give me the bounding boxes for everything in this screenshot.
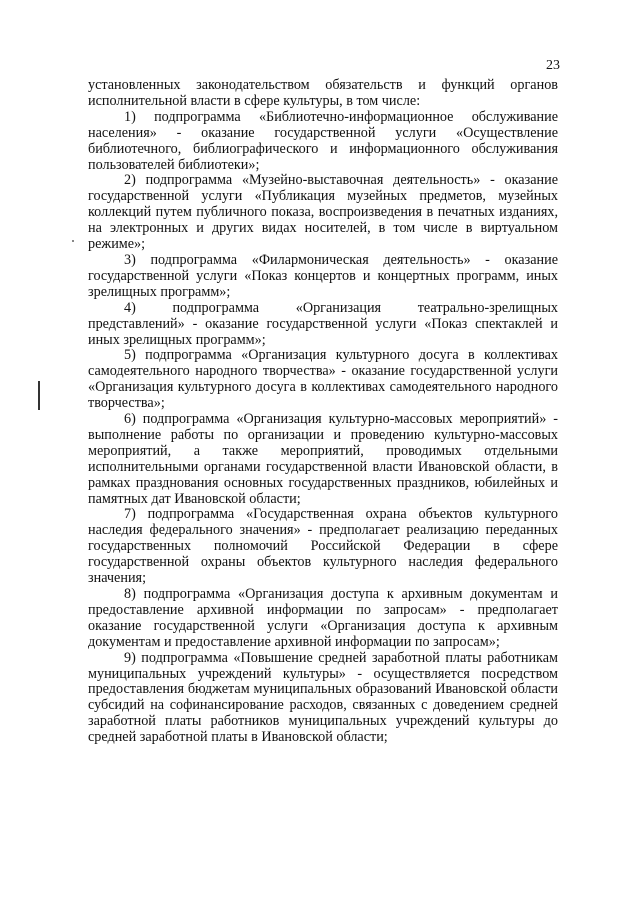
paragraph-item-3: 3) подпрограмма «Филармоническая деятельность» - оказание государственной услуги «Показ концертов и концертных программ, иных зрелищных программ»; bbox=[88, 251, 558, 300]
document-body bbox=[88, 78, 558, 746]
paragraph-item-4: 4) подпрограмма «Организация театрально-зрелищных представлений» - оказание государственной услуги «Показ спектаклей и иных зрелищных программ»; bbox=[88, 299, 558, 348]
paragraph-item-2: 2) подпрограмма «Музейно-выставочная деятельность» - оказание государственной услуги «Публикация музейных предметов, музейных коллекций путем публичного показа, воспроизведения в печатных изданиях, на электронных и других видах носителей, в том числе в виртуальном режиме»; bbox=[88, 172, 558, 253]
scan-artifact-mark bbox=[38, 381, 40, 410]
paragraph-item-9: 9) подпрограмма «Повышение средней заработной платы работникам муниципальных учреждений культуры» - осуществляется посредством предоставления бюджетам муниципальных образований Ивановской области субсидий на софинансирование расходов, связанных с доведением средней заработной платы работников муниципальных учреждений культуры до средней заработной платы в Ивановской области; bbox=[88, 649, 558, 746]
scan-artifact-dot bbox=[72, 240, 74, 242]
paragraph-item-6: 6) подпрограмма «Организация культурно-массовых мероприятий» - выполнение работы по организации и проведению культурно-массовых мероприятий, а также мероприятий, проводимых отдельными исполнительными органами государственной власти Ивановской области, в рамках празднования основных государственных праздников, юбилейных и памятных дат Ивановской области; bbox=[88, 411, 558, 507]
paragraph-item-5: 5) подпрограмма «Организация культурного досуга в коллективах самодеятельного народного творчества» - оказание государственной услуги «Организация культурного досуга в коллективах самодеятельного народного творчества»; bbox=[88, 347, 558, 412]
paragraph-item-7: 7) подпрограмма «Государственная охрана объектов культурного наследия федерального значения» - предполагает реализацию переданных государственных полномочий Российской Федерации в сфере государственной охраны объектов культурного наследия федерального значения; bbox=[88, 506, 558, 587]
page-number: 23 bbox=[546, 58, 560, 73]
paragraph-intro: установленных законодательством обязательств и функций органов исполнительной власти в сфере культуры, в том числе: bbox=[88, 77, 558, 109]
paragraph-item-1: 1) подпрограмма «Библиотечно-информационное обслуживание населения» - оказание государственной услуги «Осуществление библиотечного, библиографического и информационного обслуживания пользователей библиотеки»; bbox=[88, 108, 558, 173]
paragraph-item-8: 8) подпрограмма «Организация доступа к архивным документам и предоставление архивной информации по запросам» - предполагает оказание государственной услуги «Организация доступа к архивным документам и предоставление архивной информации по запросам»; bbox=[88, 586, 558, 650]
